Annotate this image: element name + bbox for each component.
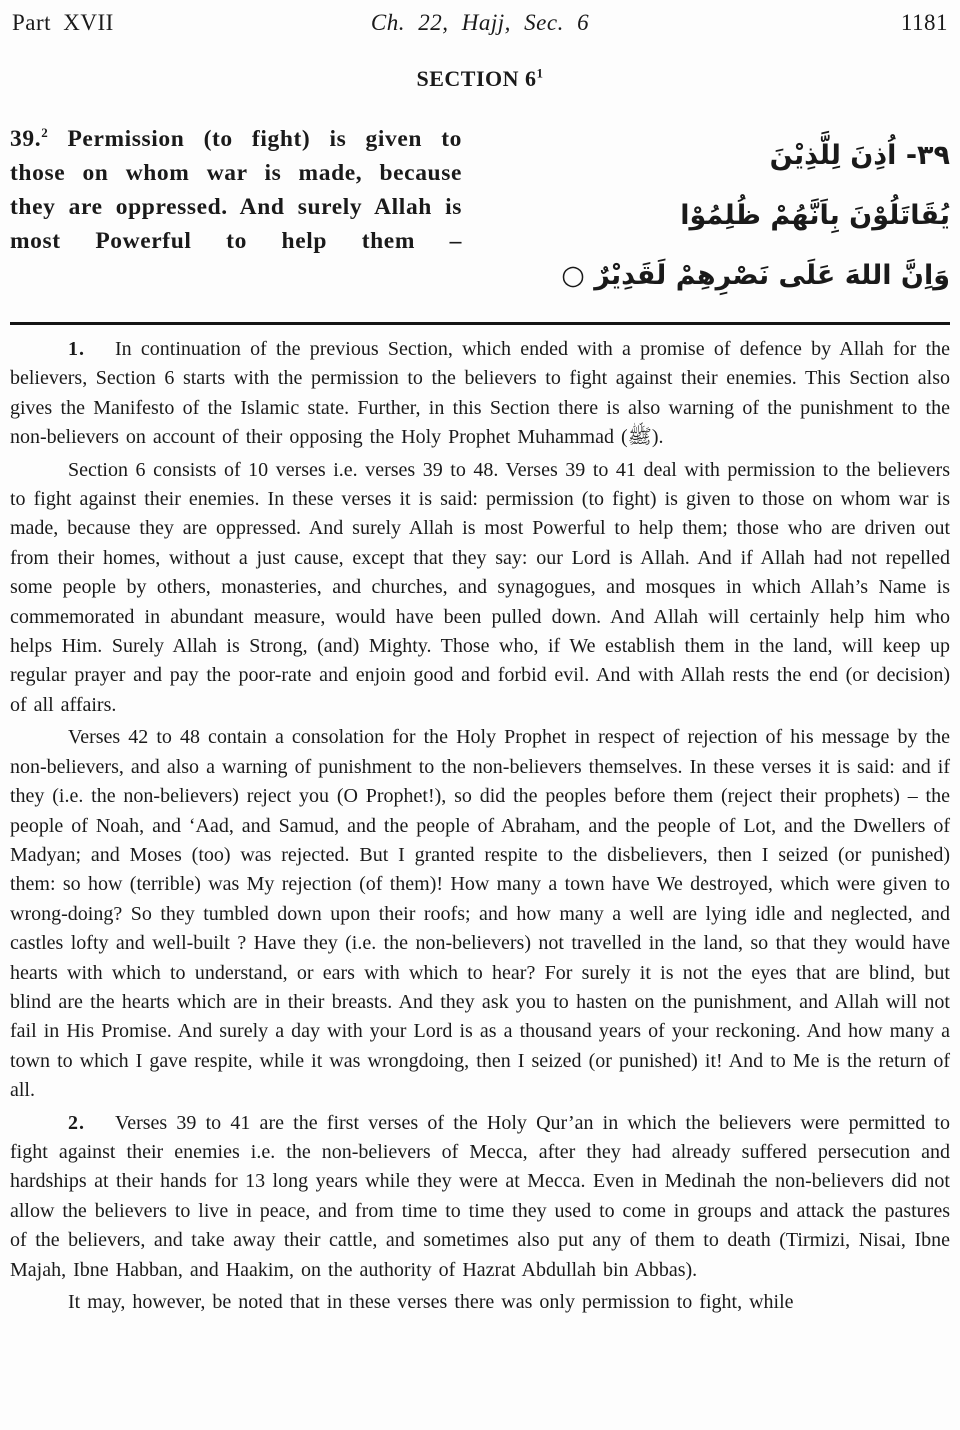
- paragraph-text: Verses 39 to 41 are the first verses of the Holy Qur’an in which the believers were permitted to fight against their enemies i.e. the non-believers of Mecca, after they had already suffered persecution and hardships at their hands for 13 long years while they were at Mecca. Even in Medinah the non-believers did not allow the believers to live in peace, and from time to time they used to come in groups and attack the pastures of the believers, and take away their cattle, and sometimes also put any of them to death (Tirmizi, Nisai, Ibne Majah, Ibne Habban, and Haakim, on the authority of Hazrat Abdullah bin Abbas).: [10, 1111, 950, 1281]
- commentary-paragraph: [10, 1288, 950, 1317]
- verse-block: [10, 122, 950, 306]
- paragraph-text: It may, however, be noted that in these verses there was only permission to fight, while: [68, 1291, 794, 1313]
- paragraph-text: Section 6 consists of 10 verses i.e. verses 39 to 48. Verses 39 to 41 deal with permission to the believers to fight against their enemies. In these verses it is said: permission (to fight) is given to those on whom war is made, because they are oppressed. And surely Allah is most Powerful to help them; those who are driven out from their homes, without a just cause, except that they say: our Lord is Allah. And if Allah had not repelled some people by others, monasteries, and churches, and synagogues, and mosques in which Allah’s Name is commemorated in abundant measure, would have been pulled down. And Allah will certainly help him who helps Him. Surely Allah is Strong, (and) Mighty. Those who, if We establish them in the land, will keep up regular prayer and pay the poor-rate and enjoin good and forbid evil. And with Allah rests the end (or decision) of all affairs.: [10, 458, 950, 716]
- header-chapter-label: Ch. 22, Hajj, Sec. 6: [370, 10, 590, 35]
- paragraph-number: 2.: [68, 1111, 85, 1134]
- commentary-paragraph: [10, 456, 950, 721]
- verse-arabic-text: [480, 122, 950, 306]
- verse-number: 39.$^2$: [10, 125, 49, 152]
- verse-translation-text: Permission (to fight) is given to those on whom war is made, because they are oppressed. And surely Allah is most Powerful to help them –: [10, 126, 462, 254]
- paragraph-number: 1.: [68, 338, 85, 360]
- commentary-paragraph: [10, 723, 950, 1105]
- section-heading: [10, 66, 950, 92]
- paragraph-text: Verses 42 to 48 contain a consolation for the Holy Prophet in respect of rejection of his message by the non-believers, and also a warning of punishment to the non-believers themselves. In these verses it is said: and if they (i.e. the non-believers) reject you (O Prophet!), so did the peoples before them (reject their prophets) – the people of Noah, and ‘Aad, and Samud, and the people of Abraham, and the people of Lot, and the Dwellers of Madyan; and Moses (too) was rejected. But I granted respite to the disbelievers, then I seized (or punished) them: so how (terrible) was My rejection (of them)! How many a town have We destroyed, which were given to wrong-doing? So they tumbled down upon their roofs; and how many a well are lying idle and neglected, and castles lofty and well-built ? Have they (i.e. the non-believers) not travelled in the land, so that they would have hearts with which to understand, or ears with which to hear? For surely it is not the eyes that are blind, but blind are the hearts which are in their breasts. And they ask you to hasten on the punishment, and Allah will not fail in His Promise. And surely a day with your Lord is as a thousand years of your reckoning. And how many a town to which I gave respite, while it was wrongdoing, then I seized (or punished) it! And to Me is the return of all.: [10, 726, 950, 1102]
- commentary-section: [10, 335, 950, 1317]
- arabic-line-2: يُقَاتَلُوْنَ بِاَنَّهُمْ ظُلِمُوْا: [680, 200, 950, 231]
- header-part-label: Part XVII: [12, 10, 114, 35]
- footnote-divider-rule: [10, 322, 950, 325]
- verse-translation: [10, 122, 462, 306]
- section-title: SECTION 6: [416, 66, 537, 91]
- arabic-line-1: ٣٩- اُذِنَ لِلَّذِيْنَ: [769, 140, 950, 171]
- arabic-line-3: وَاِنَّ اللهَ عَلَى نَصْرِهِمْ لَقَدِيْرٌ ○: [561, 260, 950, 291]
- verse-footnote-ref: 2: [41, 125, 49, 141]
- paragraph-text: In continuation of the previous Section, which ended with a promise of defence by Allah for the believers, Section 6 starts with the permission to the believers to fight against their enemies. This Section also gives the Manifesto of the Islamic state. Further, in this Section there is also warning of the punishment to the non-believers on account of their opposing the Holy Prophet Muhammad (ﷺ).: [10, 338, 950, 449]
- commentary-paragraph: [10, 1109, 950, 1285]
- commentary-paragraph: [10, 335, 950, 453]
- header-page-number: 1181: [900, 10, 948, 35]
- section-footnote-ref: 1: [536, 65, 544, 81]
- running-header: [10, 8, 950, 36]
